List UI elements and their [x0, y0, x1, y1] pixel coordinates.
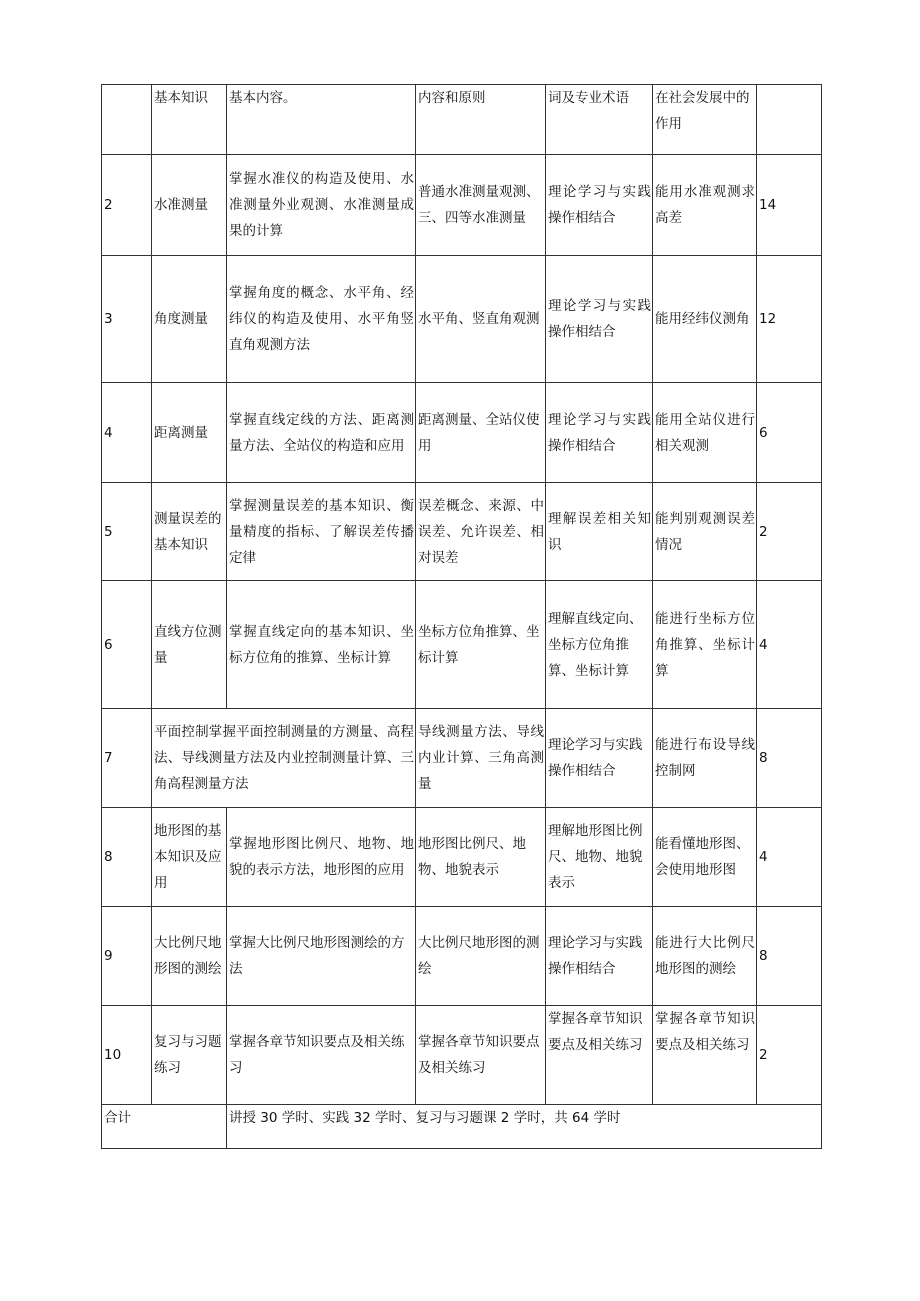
table-row: [102, 581, 822, 709]
table-row: [102, 808, 822, 907]
cell-method: 理论学习与实践操作相结合: [546, 907, 653, 1006]
cell-objective: 掌握水准仪的构造及使用、水准测量外业观测、水准测量成果的计算: [227, 155, 416, 256]
cell-title: 基本知识: [152, 85, 227, 155]
cell-content: 导线测量方法、导线内业计算、三角高测量: [416, 709, 546, 808]
cell-title: 水准测量: [152, 155, 227, 256]
cell-objective: 掌握地形图比例尺、地物、地貌的表示方法，地形图的应用: [227, 808, 416, 907]
cell-content: 内容和原则: [416, 85, 546, 155]
table-row-continued: [102, 85, 822, 155]
cell-title: 直线方位测量: [152, 581, 227, 709]
table-row: [102, 383, 822, 483]
total-text: 讲授 30 学时、实践 32 学时、复习与习题课 2 学时，共 64 学时: [227, 1105, 822, 1149]
cell-no: 10: [102, 1006, 152, 1105]
cell-no: 2: [102, 155, 152, 256]
table-row: [102, 483, 822, 581]
cell-objective: 基本内容。: [227, 85, 416, 155]
cell-hours: 6: [757, 383, 822, 483]
cell-hours: 8: [757, 907, 822, 1006]
cell-objective: 掌握直线定线的方法、距离测量方法、全站仪的构造和应用: [227, 383, 416, 483]
cell-objective: 掌握大比例尺地形图测绘的方法: [227, 907, 416, 1006]
table-row: [102, 709, 822, 808]
cell-method: 理论学习与实践操作相结合: [546, 709, 653, 808]
cell-no: 6: [102, 581, 152, 709]
total-label: 合计: [102, 1105, 227, 1149]
cell-ability: 能看懂地形图、会使用地形图: [653, 808, 757, 907]
table-row: [102, 1006, 822, 1105]
cell-title: 地形图的基本知识及应用: [152, 808, 227, 907]
cell-content: 地形图比例尺、地物、地貌表示: [416, 808, 546, 907]
cell-no: 8: [102, 808, 152, 907]
cell-content: 掌握各章节知识要点及相关练习: [416, 1006, 546, 1105]
cell-ability: 能用经纬仪测角: [653, 256, 757, 383]
cell-method: 词及专业术语: [546, 85, 653, 155]
cell-ability: 掌握各章节知识要点及相关练习: [653, 1006, 757, 1105]
cell-objective: 掌握测量误差的基本知识、衡量精度的指标、了解误差传播定律: [227, 483, 416, 581]
cell-no: 3: [102, 256, 152, 383]
cell-method: 理论学习与实践操作相结合: [546, 383, 653, 483]
cell-content: 距离测量、全站仪使用: [416, 383, 546, 483]
cell-title: 距离测量: [152, 383, 227, 483]
table-row: [102, 256, 822, 383]
cell-content: 水平角、竖直角观测: [416, 256, 546, 383]
cell-content: 大比例尺地形图的测绘: [416, 907, 546, 1006]
cell-hours: [757, 85, 822, 155]
table-row-total: [102, 1105, 822, 1149]
cell-content: 坐标方位角推算、坐标计算: [416, 581, 546, 709]
cell-ability: 能进行坐标方位角推算、坐标计算: [653, 581, 757, 709]
cell-method: 理论学习与实践操作相结合: [546, 155, 653, 256]
cell-ability: 能进行大比例尺地形图的测绘: [653, 907, 757, 1006]
cell-no: [102, 85, 152, 155]
cell-method: 理解直线定向、坐标方位角推算、坐标计算: [546, 581, 653, 709]
cell-title-objective: 平面控制掌握平面控制测量的方测量、高程法、导线测量方法及内业控制测量计算、三角高程测量方法: [152, 709, 416, 808]
cell-hours: 4: [757, 581, 822, 709]
cell-objective: 掌握直线定向的基本知识、坐标方位角的推算、坐标计算: [227, 581, 416, 709]
cell-hours: 14: [757, 155, 822, 256]
cell-no: 9: [102, 907, 152, 1006]
cell-ability: 能用全站仪进行相关观测: [653, 383, 757, 483]
cell-no: 4: [102, 383, 152, 483]
cell-ability: 能进行布设导线控制网: [653, 709, 757, 808]
cell-hours: 12: [757, 256, 822, 383]
cell-title: 测量误差的基本知识: [152, 483, 227, 581]
table-row: [102, 155, 822, 256]
cell-no: 5: [102, 483, 152, 581]
cell-title: 复习与习题练习: [152, 1006, 227, 1105]
cell-hours: 2: [757, 1006, 822, 1105]
cell-title: 角度测量: [152, 256, 227, 383]
table-row: [102, 907, 822, 1006]
cell-ability: 能用水准观测求高差: [653, 155, 757, 256]
cell-title: 大比例尺地形图的测绘: [152, 907, 227, 1006]
cell-method: 理论学习与实践操作相结合: [546, 256, 653, 383]
cell-content: 误差概念、来源、中误差、允许误差、相对误差: [416, 483, 546, 581]
syllabus-table: [101, 84, 822, 1149]
cell-no: 7: [102, 709, 152, 808]
cell-method: 理解地形图比例尺、地物、地貌表示: [546, 808, 653, 907]
cell-method: 掌握各章节知识要点及相关练习: [546, 1006, 653, 1105]
cell-objective: 掌握角度的概念、水平角、经纬仪的构造及使用、水平角竖直角观测方法: [227, 256, 416, 383]
cell-hours: 4: [757, 808, 822, 907]
cell-objective: 掌握各章节知识要点及相关练习: [227, 1006, 416, 1105]
cell-method: 理解误差相关知识: [546, 483, 653, 581]
cell-hours: 2: [757, 483, 822, 581]
cell-content: 普通水准测量观测、三、四等水准测量: [416, 155, 546, 256]
cell-ability: 能判别观测误差情况: [653, 483, 757, 581]
cell-hours: 8: [757, 709, 822, 808]
cell-ability: 在社会发展中的作用: [653, 85, 757, 155]
